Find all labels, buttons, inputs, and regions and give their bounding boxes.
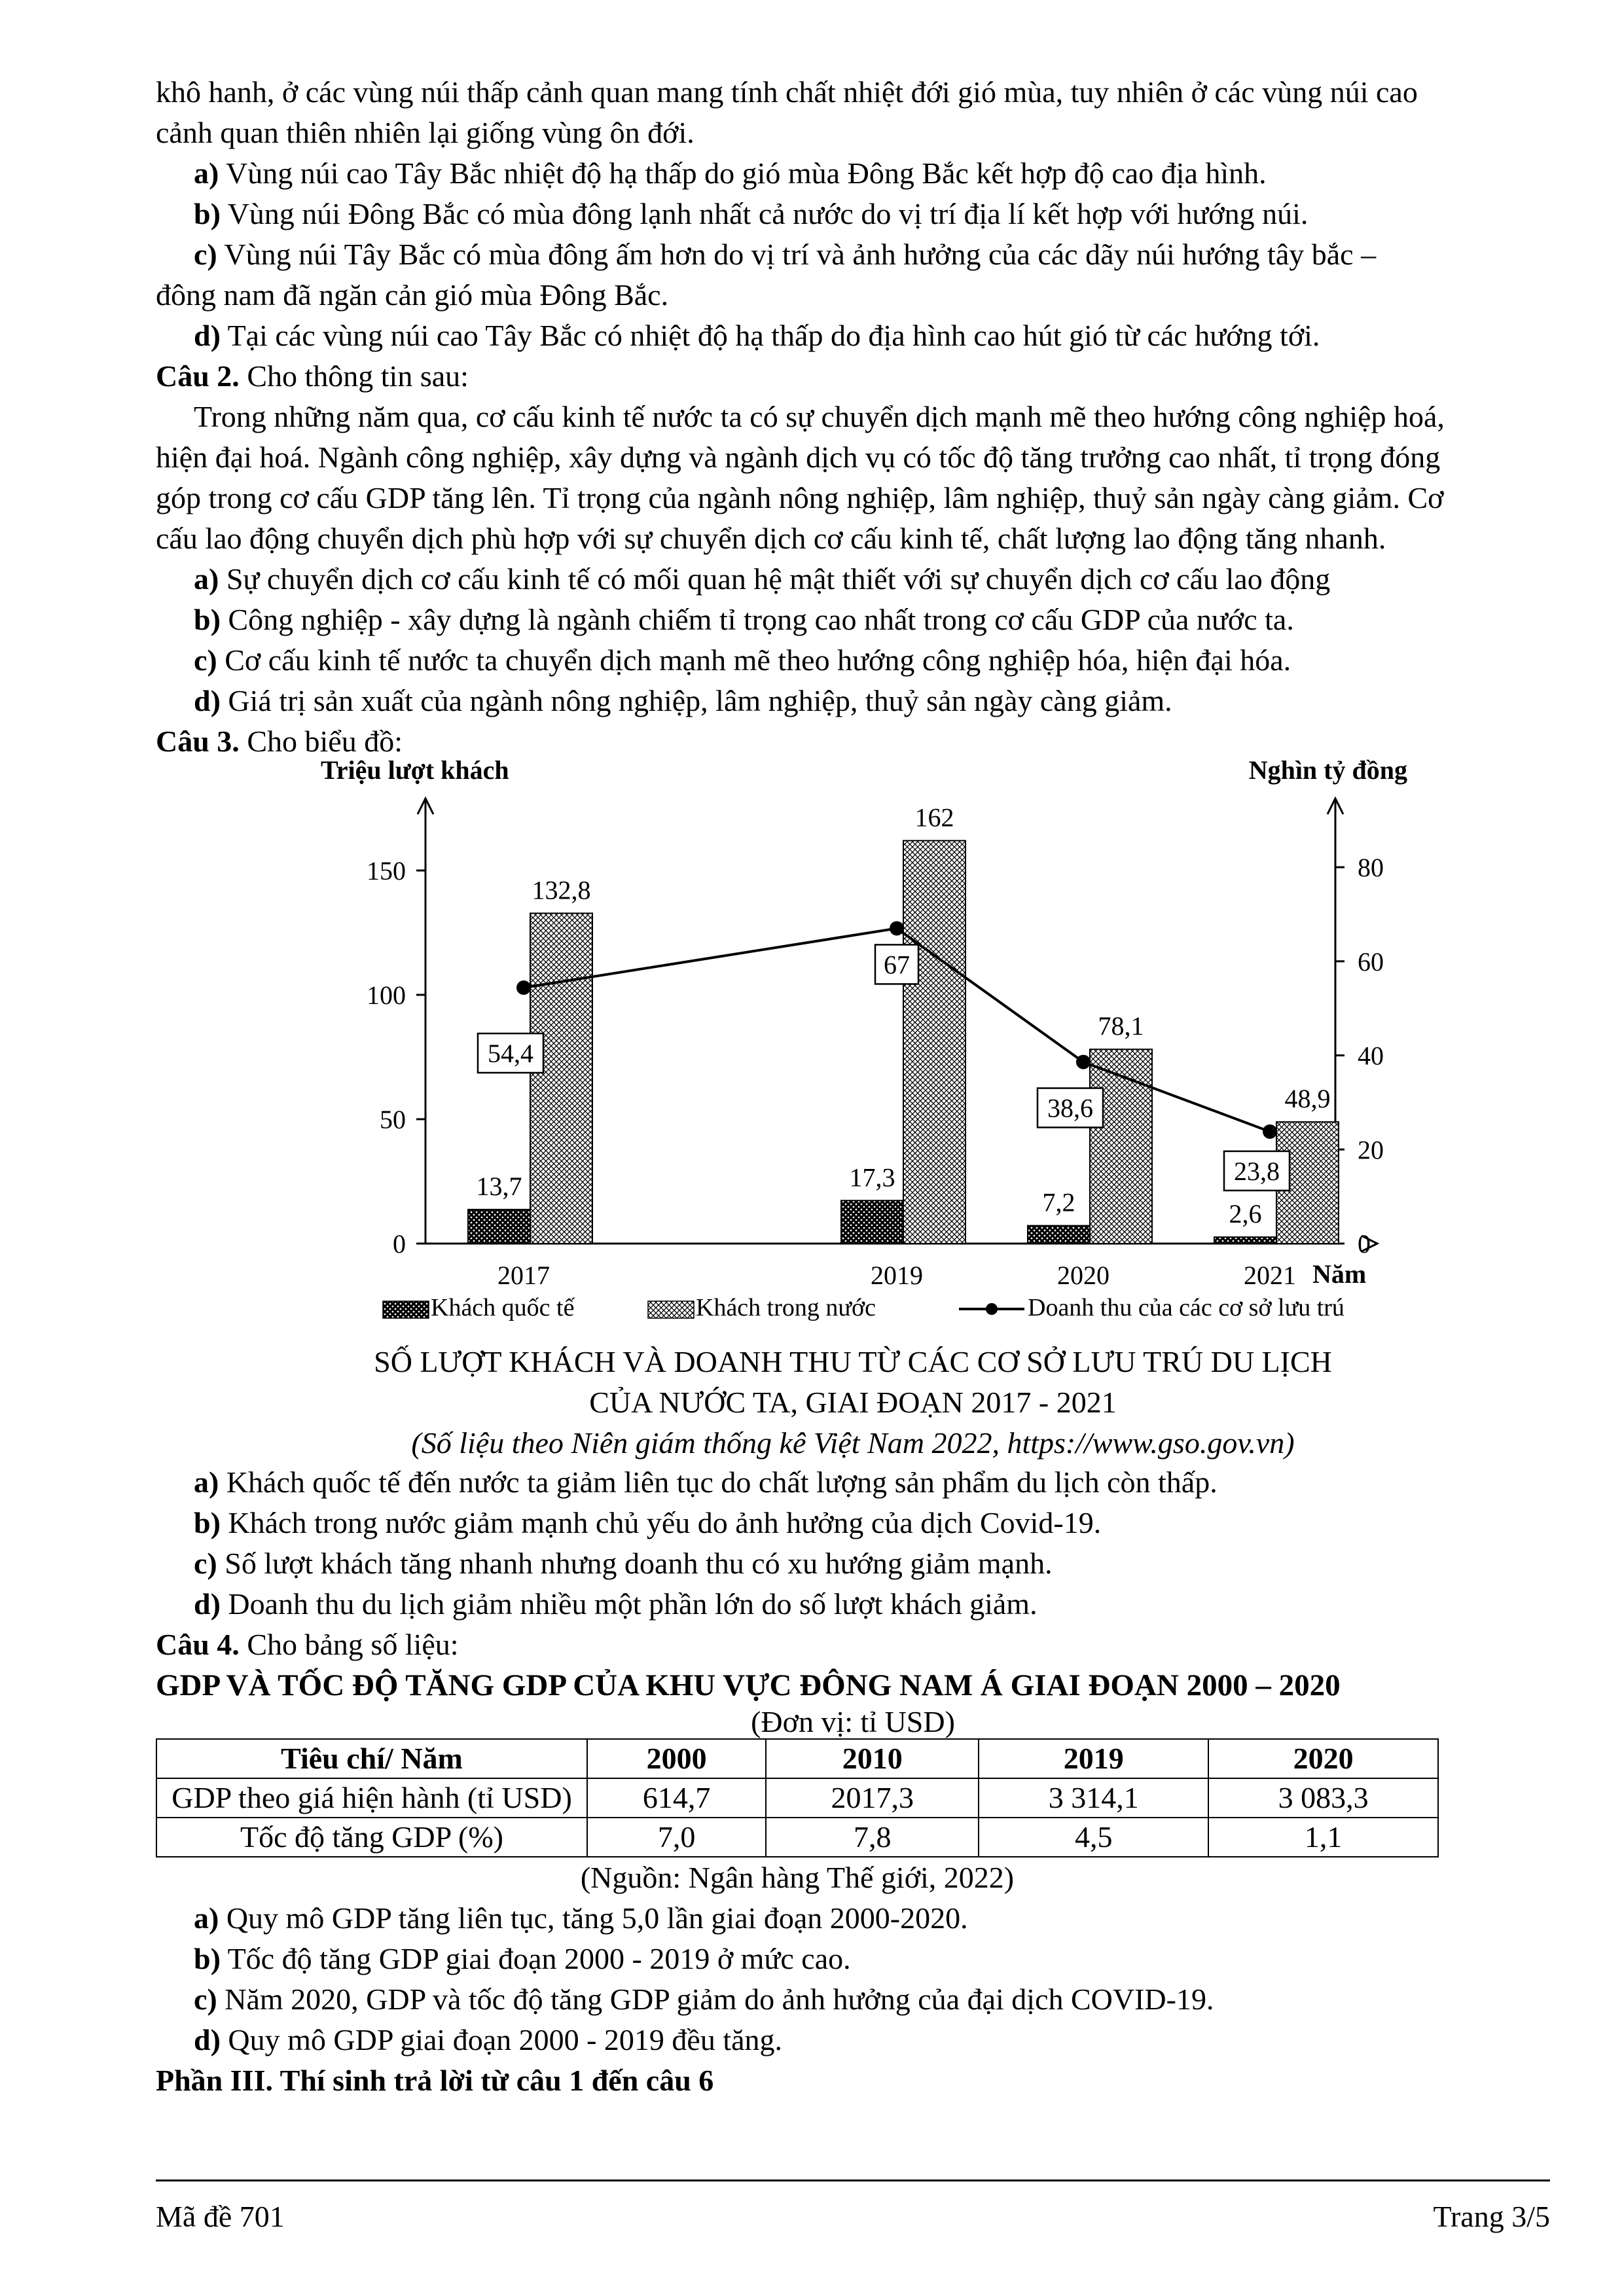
q3-option-c: c) Số lượt khách tăng nhanh nhưng doanh thu có xu hướng giảm mạnh. (194, 1547, 1053, 1580)
bar-label-khach-trong-nuoc: 78,1 (1098, 1011, 1144, 1041)
q3-heading: Câu 3. Cho biểu đồ: (156, 725, 403, 758)
bar-khach-quoc-te (468, 1210, 530, 1244)
q3-option-b: b) Khách trong nước giảm mạnh chủ yếu do ảnh hưởng của dịch Covid-19. (194, 1506, 1102, 1539)
chart-caption (156, 1342, 1550, 1463)
line-point-doanh-thu (1076, 1055, 1091, 1069)
q1-option-b: b) Vùng núi Đông Bắc có mùa đông lạnh nhất cả nước do vị trí địa lí kết hợp với hướng núi. (194, 197, 1308, 230)
table-row (156, 1778, 1438, 1818)
line-label-doanh-thu: 54,4 (488, 1039, 533, 1068)
y-left-tick-label: 0 (393, 1229, 406, 1259)
table-cell: 1,1 (1208, 1818, 1438, 1857)
bar-label-khach-trong-nuoc: 162 (914, 802, 954, 833)
bar-khach-trong-nuoc (903, 840, 965, 1244)
y-right-tick-label: 20 (1358, 1135, 1384, 1165)
q2-para-4: cấu lao động chuyển dịch phù hợp với sự chuyển dịch cơ cấu kinh tế, chất lượng lao động tăng nhanh. (156, 522, 1386, 555)
bar-label-khach-trong-nuoc: 48,9 (1284, 1084, 1331, 1114)
line-point-doanh-thu (890, 921, 904, 935)
y-left-tick-label: 150 (367, 856, 406, 886)
q2-para-2: hiện đại hoá. Ngành công nghiệp, xây dựng và ngành dịch vụ có tốc độ tăng trưởng cao nhất, tỉ trọng đóng (156, 440, 1441, 474)
q2-option-b: b) Công nghiệp - xây dựng là ngành chiếm tỉ trọng cao nhất trong cơ cấu GDP của nước ta. (194, 603, 1294, 636)
legend-label-doanh-thu: Doanh thu của các cơ sở lưu trú (1028, 1294, 1344, 1321)
bar-label-khach-quoc-te: 7,2 (1042, 1187, 1075, 1217)
table-title: GDP VÀ TỐC ĐỘ TĂNG GDP CỦA KHU VỰC ĐÔNG NAM Á GIAI ĐOẠN 2000 – 2020 (156, 1668, 1341, 1702)
q4-option-b: b) Tốc độ tăng GDP giai đoạn 2000 - 2019 ở mức cao. (194, 1942, 851, 1975)
q3-option-a: a) Khách quốc tế đến nước ta giảm liên tục do chất lượng sản phẩm du lịch còn thấp. (194, 1465, 1218, 1499)
table-cell: 4,5 (979, 1818, 1208, 1857)
table-cell: Tốc độ tăng GDP (%) (156, 1818, 587, 1857)
y-left-tick-label: 50 (380, 1105, 406, 1134)
header-year: 2010 (766, 1739, 979, 1778)
q1-option-c: c) Vùng núi Tây Bắc có mùa đông ấm hơn do vị trí và ảnh hưởng của các dãy núi hướng tây bắc – (194, 238, 1377, 271)
q1-option-c-cont: đông nam đã ngăn cản gió mùa Đông Bắc. (156, 278, 669, 312)
q2-heading: Câu 2. Cho thông tin sau: (156, 359, 469, 393)
y-right-tick-label: 40 (1358, 1041, 1384, 1071)
q4-option-d: d) Quy mô GDP giai đoạn 2000 - 2019 đều tăng. (194, 2023, 783, 2056)
footer-divider (156, 2179, 1550, 2181)
q4-option-a: a) Quy mô GDP tăng liên tục, tăng 5,0 lần giai đoạn 2000-2020. (194, 1901, 968, 1935)
y-right-tick-label: 80 (1358, 853, 1384, 882)
q1-option-a: a) Vùng núi cao Tây Bắc nhiệt độ hạ thấp do gió mùa Đông Bắc kết hợp độ cao địa hình. (194, 156, 1267, 190)
table-row (156, 1818, 1438, 1857)
y-right-tick-label: 60 (1358, 946, 1384, 977)
header-year: 2019 (979, 1739, 1208, 1778)
x-axis-title: Năm (1312, 1259, 1367, 1289)
legend-label-khach-quoc-te: Khách quốc tế (431, 1294, 575, 1321)
q4-heading: Câu 4. Cho bảng số liệu: (156, 1628, 459, 1661)
tourism-chart (308, 740, 1420, 1342)
bar-khach-quoc-te (841, 1200, 903, 1244)
header-year: 2000 (587, 1739, 766, 1778)
bar-label-khach-trong-nuoc: 132,8 (532, 875, 591, 905)
q2-option-a: a) Sự chuyển dịch cơ cấu kinh tế có mối quan hệ mật thiết với sự chuyển dịch cơ cấu lao động (194, 562, 1331, 596)
table-unit: (Đơn vị: tỉ USD) (751, 1705, 955, 1738)
q1-option-d: d) Tại các vùng núi cao Tây Bắc có nhiệt độ hạ thấp do địa hình cao hút gió từ các hướng tới. (194, 319, 1320, 352)
q3-option-d: d) Doanh thu du lịch giảm nhiều một phần lớn do số lượt khách giảm. (194, 1587, 1038, 1621)
table-cell: 614,7 (587, 1778, 766, 1818)
line-label-doanh-thu: 67 (884, 950, 910, 980)
q2-para-3: góp trong cơ cấu GDP tăng lên. Tỉ trọng của ngành nông nghiệp, lâm nghiệp, thuỷ sản ngày càng giảm. Cơ (156, 481, 1444, 514)
legend-swatch-khach-trong-nuoc (648, 1301, 694, 1318)
bar-khach-quoc-te (1214, 1237, 1276, 1244)
exam-code: Mã đề 701 (156, 2200, 285, 2233)
table-source: (Nguồn: Ngân hàng Thế giới, 2022) (580, 1861, 1015, 1894)
bar-label-khach-quoc-te: 13,7 (476, 1171, 522, 1201)
y-axis-left-title: Triệu lượt khách (321, 755, 509, 785)
y-right-tick-label: 0 (1358, 1229, 1371, 1259)
x-tick-label: 2021 (1244, 1261, 1296, 1290)
q4-option-c: c) Năm 2020, GDP và tốc độ tăng GDP giảm do ảnh hưởng của đại dịch COVID-19. (194, 1982, 1214, 2016)
header-year: 2020 (1208, 1739, 1438, 1778)
bar-label-khach-quoc-te: 17,3 (849, 1162, 895, 1193)
intro-line-1: khô hanh, ở các vùng núi thấp cảnh quan mang tính chất nhiệt đới gió mùa, tuy nhiên ở các vùng núi cao (156, 75, 1418, 109)
exam-page (156, 72, 1550, 762)
legend-marker-doanh-thu (986, 1303, 998, 1315)
legend-label-khach-trong-nuoc: Khách trong nước (696, 1294, 876, 1321)
x-tick-label: 2019 (871, 1261, 923, 1290)
y-axis-right-title: Nghìn tỷ đồng (1248, 755, 1407, 785)
table-cell: 7,8 (766, 1818, 979, 1857)
table-cell: 3 083,3 (1208, 1778, 1438, 1818)
table-cell: 2017,3 (766, 1778, 979, 1818)
table-cell: 3 314,1 (979, 1778, 1208, 1818)
table-header-row (156, 1739, 1438, 1778)
table-cell: GDP theo giá hiện hành (tỉ USD) (156, 1778, 587, 1818)
y-left-tick-label: 100 (367, 980, 406, 1010)
header-criteria: Tiêu chí/ Năm (156, 1739, 587, 1778)
bar-label-khach-quoc-te: 2,6 (1229, 1199, 1262, 1229)
q2-option-c: c) Cơ cấu kinh tế nước ta chuyển dịch mạnh mẽ theo hướng công nghiệp hóa, hiện đại hóa. (194, 643, 1291, 677)
bar-khach-quoc-te (1028, 1226, 1090, 1244)
legend-swatch-khach-quoc-te (383, 1301, 429, 1318)
bar-khach-trong-nuoc (1090, 1049, 1152, 1244)
chart-caption-line-2: CỦA NƯỚC TA, GIAI ĐOẠN 2017 - 2021 (589, 1386, 1117, 1419)
intro-line-2: cảnh quan thiên nhiên lại giống vùng ôn đới. (156, 116, 695, 149)
q3-q4-section (156, 1462, 1550, 2101)
bar-khach-trong-nuoc (530, 913, 592, 1244)
q2-option-d: d) Giá trị sản xuất của ngành nông nghiệp, lâm nghiệp, thuỷ sản ngày càng giảm. (194, 684, 1172, 717)
x-tick-label: 2020 (1057, 1261, 1110, 1290)
page-number: Trang 3/5 (1433, 2200, 1550, 2233)
line-label-doanh-thu: 38,6 (1047, 1093, 1093, 1123)
chart-source: (Số liệu theo Niên giám thống kê Việt Nam 2022, https://www.gso.gov.vn) (411, 1426, 1295, 1460)
table-cell: 7,0 (587, 1818, 766, 1857)
q2-para-1: Trong những năm qua, cơ cấu kinh tế nước ta có sự chuyển dịch mạnh mẽ theo hướng công nghiệp hoá, (194, 400, 1445, 433)
line-label-doanh-thu: 23,8 (1234, 1156, 1280, 1186)
chart-caption-line-1: SỐ LƯỢT KHÁCH VÀ DOANH THU TỪ CÁC CƠ SỞ LƯU TRÚ DU LỊCH (374, 1345, 1332, 1378)
gdp-table (156, 1738, 1439, 1857)
line-point-doanh-thu (1263, 1124, 1277, 1139)
x-tick-label: 2017 (497, 1261, 550, 1290)
line-point-doanh-thu (516, 980, 531, 995)
part3-heading: Phần III. Thí sinh trả lời từ câu 1 đến câu 6 (156, 2064, 714, 2097)
